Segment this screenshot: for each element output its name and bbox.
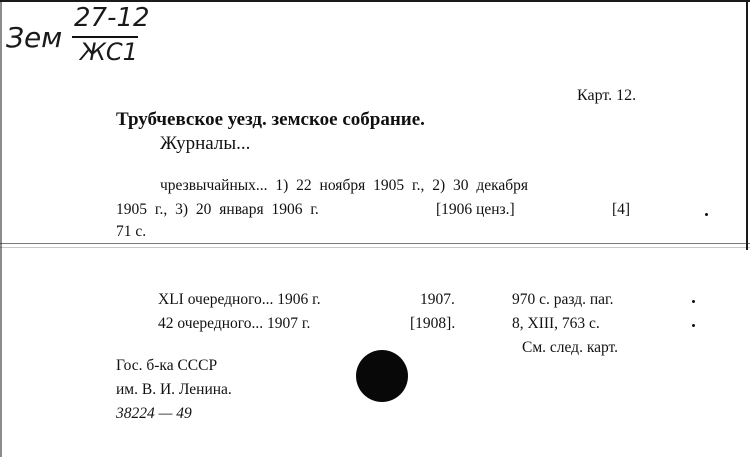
- mark-dot: [692, 324, 695, 327]
- entry-2-name: 42 очередного... 1907 г.: [158, 315, 311, 332]
- entry-2-pages: 8, XIII, 763 с.: [512, 315, 600, 332]
- shelfmark-numerator: 27-12: [74, 3, 150, 33]
- scan-fold-line: [0, 243, 750, 244]
- scan-fold-line-2: [0, 247, 750, 248]
- mark-dot: [692, 300, 695, 303]
- card-subtitle: Журналы...: [160, 133, 251, 154]
- card-number: Карт. 12.: [577, 87, 637, 104]
- extraordinary-line-2c: [4]: [612, 201, 631, 218]
- card-top-edge: [0, 0, 750, 2]
- entry-1-pages: 970 с. разд. паг.: [512, 291, 614, 308]
- shelfmark-prefix: Зем: [6, 21, 63, 54]
- extraordinary-line-3: 71 с.: [116, 223, 147, 240]
- card-punch-hole: [356, 350, 408, 402]
- mark-dot: [705, 213, 708, 216]
- card-left-edge: [0, 0, 2, 457]
- card-title: Трубчевское уезд. земское собрание.: [116, 109, 425, 130]
- entry-1-year: 1907.: [420, 291, 455, 308]
- extraordinary-line-2a: 1905 г., 3) 20 января 1906 г.: [116, 201, 319, 218]
- extraordinary-line-1: чрезвычайных... 1) 22 ноября 1905 г., 2) 30 декабря: [160, 177, 529, 194]
- entry-1-name: XLI очередного... 1906 г.: [158, 291, 321, 308]
- library-name-2: им. В. И. Ленина.: [116, 381, 232, 398]
- see-next-card: См. след. карт.: [522, 339, 619, 356]
- extraordinary-line-2b: [1906 ценз.]: [436, 201, 515, 218]
- card-right-edge: [746, 0, 748, 250]
- library-code: 38224 — 49: [116, 405, 192, 422]
- library-name: Гос. б-ка СССР: [116, 357, 218, 374]
- entry-2-year: [1908].: [410, 315, 456, 332]
- shelfmark-denominator: ЖС1: [80, 38, 138, 66]
